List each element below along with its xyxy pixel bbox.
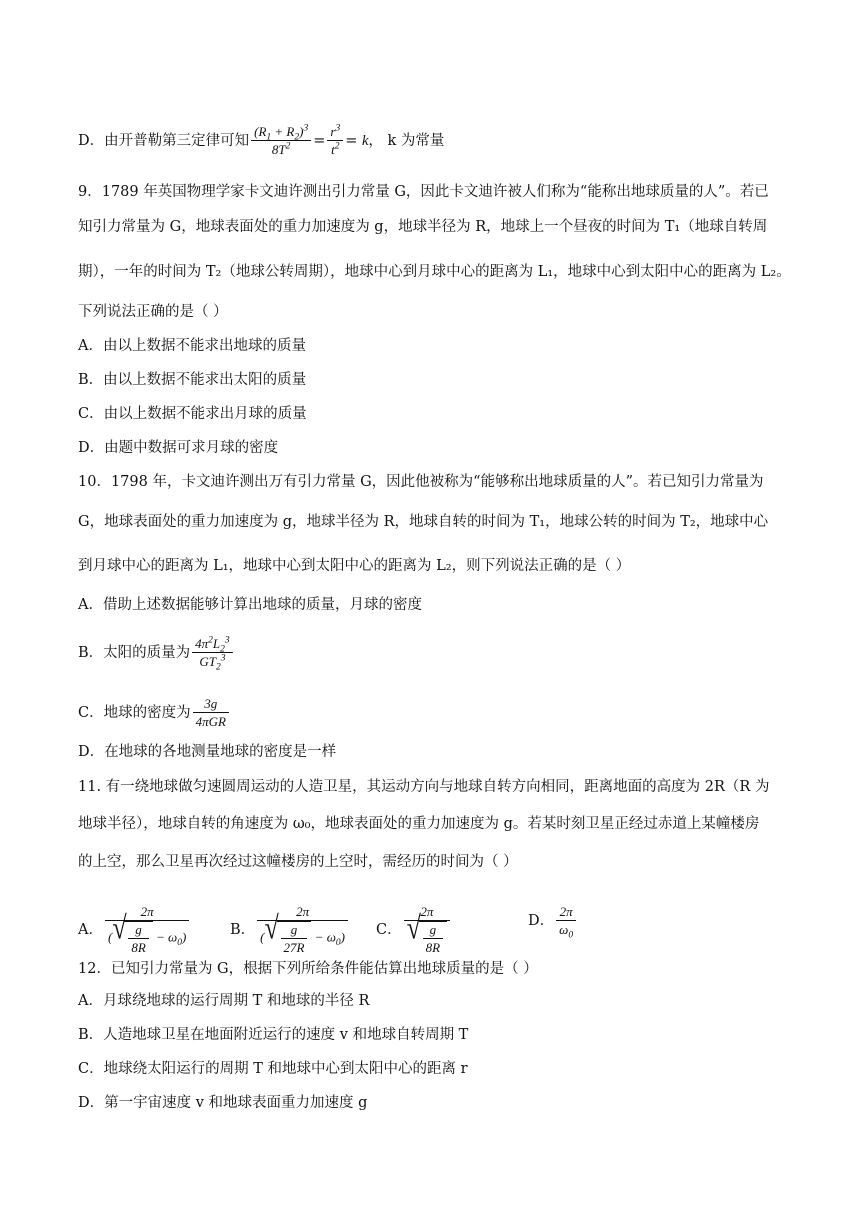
q10-option-c-label: C．地球的密度为 (78, 705, 191, 721)
q11-option-c-formula: 2π √ $\frac{g}{8R}$ (404, 904, 450, 956)
q10-option-d: D．在地球的各地测量地球的密度是一样 (78, 744, 337, 760)
q10-stem-line-3: 到月球中心的距离为 L₁，地球中心到太阳中心的距离为 L₂，则下列说法正确的是（ ） (78, 558, 631, 574)
q9-option-d: D．由题中数据可求月球的密度 (78, 440, 279, 456)
q10-stem-line-1: 10．1798 年，卡文迪许测出万有引力常量 G，因此他被称为“能够称出地球质量的人”。若已知引力常量为 (78, 474, 764, 490)
q9-option-a: A．由以上数据不能求出地球的质量 (78, 338, 306, 354)
q9-stem-line-3: 期），一年的时间为 T₂（地球公转周期），地球中心到月球中心的距离为 L₁，地球中心到太阳中心的距离为 L₂。 (78, 264, 791, 280)
q10-option-a: A．借助上述数据能够计算出地球的质量，月球的密度 (78, 597, 422, 613)
q11-option-b-formula: 2π ( √ $\frac{g}{27R}$ − $\omega_0$) (257, 904, 348, 956)
q11-option-a-formula: 2π ( √ $\frac{g}{8R}$ − $\omega_0$) (105, 904, 189, 956)
q11-stem-line-1: 11. 有一绕地球做匀速圆周运动的人造卫星，其运动方向与地球自转方向相同，距离地面的高度为 2R（R 为 (78, 779, 770, 795)
q12-option-a: A．月球绕地球的运行周期 T 和地球的半径 R (78, 993, 370, 1009)
q12-option-c: C．地球绕太阳运行的周期 T 和地球中心到太阳中心的距离 r (78, 1061, 468, 1077)
q11-option-b-label: B． (230, 922, 256, 938)
q11-stem-line-2: 地球半径），地球自转的角速度为 ω₀，地球表面处的重力加速度为 g。若某时刻卫星正经过赤道上某幢楼房 (78, 816, 760, 832)
kepler-fraction-1: $\frac{(R_1 + R_2)^3}{8T^2}$ (251, 124, 311, 158)
q8-option-d-label: D．由开普勒第三定律可知 (78, 133, 250, 149)
q10-option-b (78, 635, 790, 673)
earth-density-fraction: $\frac{3g}{\text{4πGR}}$ (193, 696, 229, 730)
q11-option-a-label: A． (78, 922, 103, 938)
q11-option-d-formula: $\frac{2\pi}{\omega_0}$ (556, 904, 576, 938)
q10-option-c (78, 696, 790, 730)
q12-option-b: B．人造地球卫星在地面附近运行的速度 v 和地球自转周期 T (78, 1027, 469, 1043)
sun-mass-fraction: $\frac{4\pi^2L_2^3}{GT_2^3}$ (192, 636, 233, 670)
q8-option-d: D．由开普勒第三定律可知 $\frac{(R_1 + R_2)^3}{8T^2}$ = $\frac{r^3}{t^2}$ = k， k 为常量 (78, 123, 445, 157)
q10-stem-line-2: G，地球表面处的重力加速度为 g，地球半径为 R，地球自转的时间为 T₁，地球公转的时间为 T₂，地球中心 (78, 514, 769, 530)
q9-option-c: C．由以上数据不能求出月球的质量 (78, 406, 307, 422)
q10-option-b-label: B．太阳的质量为 (78, 645, 191, 661)
q11-stem-line-3: 的上空，那么卫星再次经过这幢楼房的上空时，需经历的时间为（ ） (78, 854, 518, 870)
q12-option-d: D．第一宇宙速度 v 和地球表面重力加速度 g (78, 1095, 368, 1111)
q9-stem-line-2: 知引力常量为 G，地球表面处的重力加速度为 g，地球半径为 R，地球上一个昼夜的时间为 T₁（地球自转周 (78, 219, 768, 235)
q11-option-d-label: D． (528, 913, 555, 929)
q12-stem: 12．已知引力常量为 G，根据下列所给条件能估算出地球质量的是（ ） (78, 961, 538, 977)
q11-option-a (78, 904, 191, 956)
kepler-fraction-2: $\frac{r^3}{t^2}$ (327, 124, 343, 158)
q9-stem-line-1: 9．1789 年英国物理学家卡文迪许测出引力常量 G，因此卡文迪许被人们称为“能称出地球质量的人”。若已 (78, 184, 769, 200)
q11-option-d (528, 904, 578, 941)
q9-option-b: B．由以上数据不能求出太阳的质量 (78, 372, 307, 388)
q11-option-c (376, 904, 452, 956)
q11-option-c-label: C． (376, 922, 402, 938)
q8-option-d-tail: ， k 为常量 (368, 133, 445, 149)
q9-stem-line-4: 下列说法正确的是（ ） (78, 304, 228, 320)
q11-option-b (230, 904, 350, 956)
